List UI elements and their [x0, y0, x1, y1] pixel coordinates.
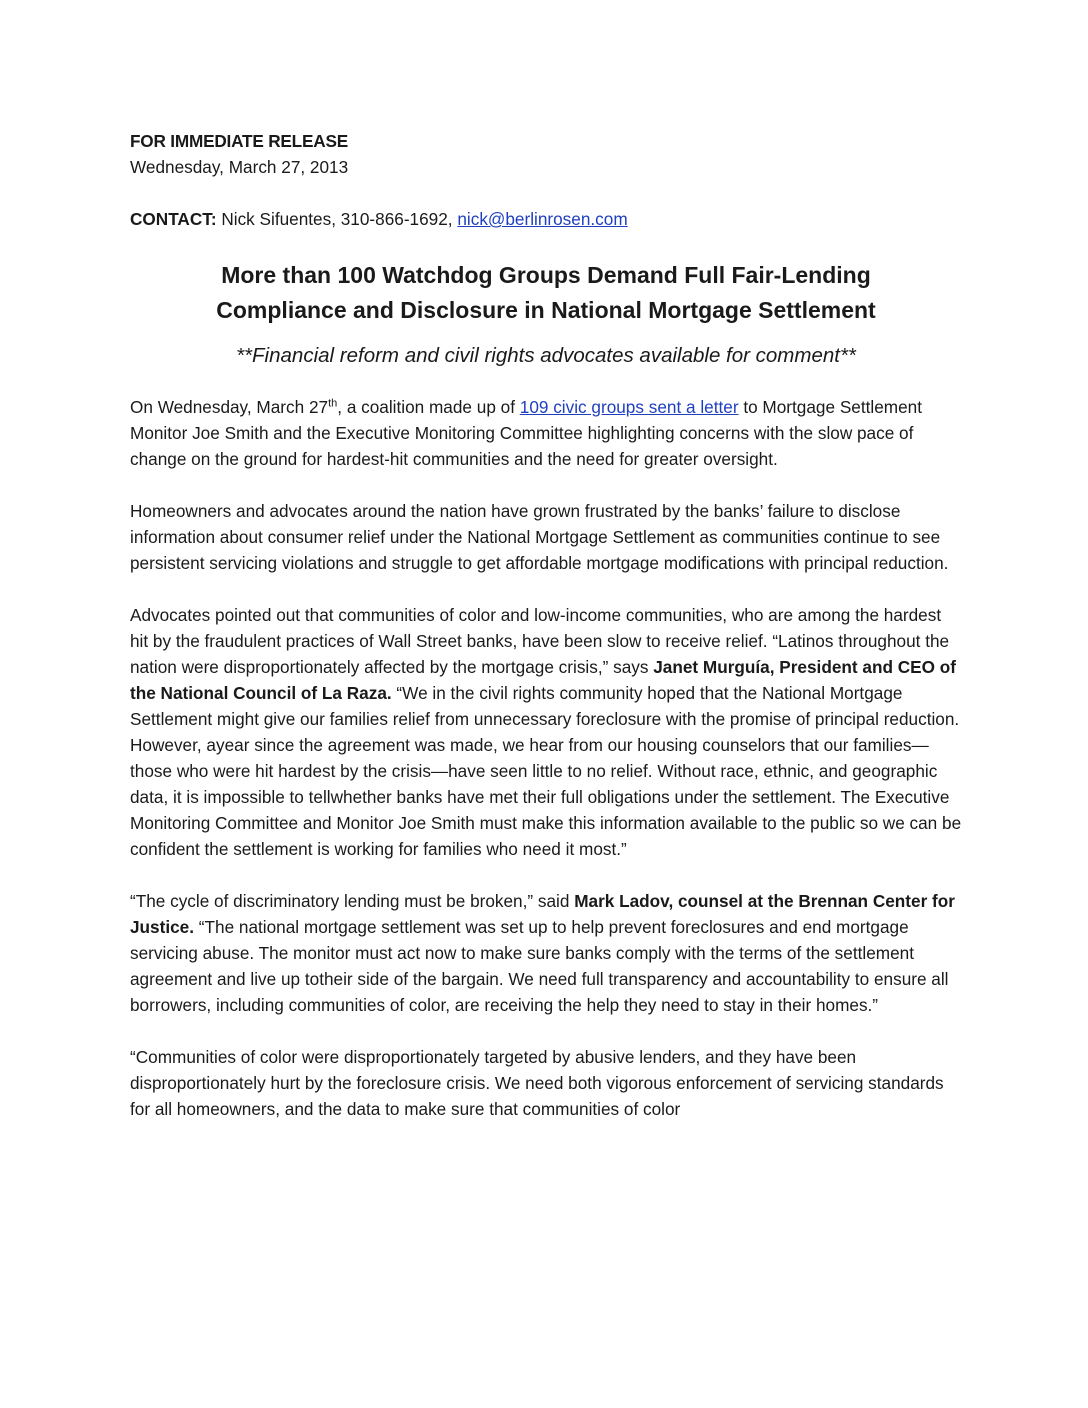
paragraph-4-text-a: “The cycle of discriminatory lending must be broken,” said [130, 891, 575, 911]
civic-groups-letter-link[interactable]: 109 civic groups sent a letter [519, 397, 739, 417]
paragraph-4 [130, 888, 962, 1018]
headline-line-1: More than 100 Watchdog Groups Demand Full Fair-Lending [221, 262, 871, 288]
paragraph-2: Homeowners and advocates around the nation have grown frustrated by the banks’ failure to disclose information about consumer relief under the National Mortgage Settlement as communities continue to see persistent servicing violations and struggle to get affordable mortgage modifications with principal reduction. [130, 501, 949, 573]
paragraph-3-text-b: “We in the civil rights community hoped that the National Mortgage Settlement might give our families relief from unnecessary foreclosure with the promise of principal reduction. However, ayear since the agreement was made, we hear from our housing counselors that our families—those who were hit hardest by the crisis—have seen little to no relief. Without race, ethnic, and geographic data, it is impossible to tellwhether banks have met their full obligations under the settlement. The Executive Monitoring Committee and Monitor Joe Smith must make this information available to the public so we can be confident the settlement is working for families who need it most.” [130, 683, 962, 859]
contact-email-link[interactable]: nick@berlinrosen.com [457, 209, 628, 229]
headline-line-2: Compliance and Disclosure in National Mortgage Settlement [216, 297, 876, 323]
paragraph-1-text-b: , a coalition made up of [337, 397, 520, 417]
paragraph-3 [130, 602, 962, 862]
contact-line [130, 206, 962, 232]
paragraph-1-text-a: On Wednesday, March 27 [130, 397, 329, 417]
ordinal-suffix: th [328, 397, 338, 410]
paragraph-3-text-a: Advocates pointed out that communities of color and low-income communities, who are among the hardest hit by the fraudulent practices of Wall Street banks, have been slow to receive relief. “Latinos throughout the nation were disproportionately affected by the mortgage crisis,” says [130, 605, 950, 677]
subheadline: **Financial reform and civil rights advocates available for comment** [236, 344, 856, 367]
paragraph-4-text-b: “The national mortgage settlement was set up to help prevent foreclosures and end mortgage servicing abuse. The monitor must act now to make sure banks comply with the terms of the settlement agreement and live up totheir side of the bargain. We need full transparency and accountability to ensure all borrowers, including communities of color, are receiving the help they need to stay in their homes.” [130, 917, 949, 1015]
paragraph-1-text-c: to Mortgage Settlement Monitor Joe Smith and the Executive Monitoring Committee highlighting concerns with the slow pace of change on the ground for hardest-hit communities and the need for greater oversight. [130, 397, 922, 469]
release-label: FOR IMMEDIATE RELEASE [130, 131, 348, 151]
press-release-page [130, 128, 962, 1148]
speaker-name-ladov: Mark Ladov, counsel at the Brennan Center for Justice. [130, 891, 955, 937]
release-date: Wednesday, March 27, 2013 [130, 157, 349, 177]
contact-details: Nick Sifuentes, 310-866-1692, [216, 209, 458, 229]
paragraph-5: “Communities of color were disproportionately targeted by abusive lenders, and they have been disproportionately hurt by the foreclosure crisis. We need both vigorous enforcement of servicing standards for all homeowners, and the data to make sure that communities of color [130, 1047, 944, 1119]
paragraph-1 [130, 394, 962, 472]
contact-label: CONTACT: [130, 209, 217, 229]
headline [130, 258, 962, 328]
speaker-name-murguia: Janet Murguía, President and CEO of the National Council of La Raza. [130, 657, 956, 703]
